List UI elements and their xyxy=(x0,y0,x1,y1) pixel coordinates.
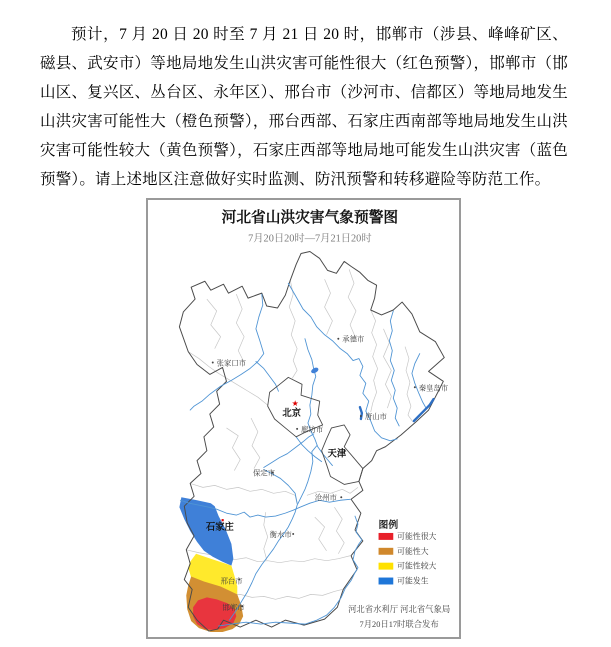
warning-paragraph: 预计，7 月 20 日 20 时至 7 月 21 日 20 时，邯郸市（涉县、峰峰矿区、磁县、武安市）等地局地发生山洪灾害可能性很大（红色预警），邯郸市（邯山区、复兴区、丛台区、永年区）、邢台市（沙河市、信都区）等地局地发生山洪灾害可能性大（橙色预警），邢台西部、石家庄西南部等地局地发生山洪灾害可能性较大（黄色预警），石家庄西部等地局地可能发生山洪灾害（蓝色预警）。请上述地区注意做好实时监测、防汛预警和转移避险等防范工作。 xyxy=(40,25,568,188)
legend-swatch-orange xyxy=(379,548,394,555)
city-label-tangshan: 唐山市 xyxy=(364,411,387,422)
beijing-star-icon: ★ xyxy=(291,399,299,409)
legend-label-possible: 可能发生 xyxy=(397,576,429,586)
map-title: 河北省山洪灾害气象预警图 xyxy=(221,209,399,226)
city-label-hengshui: 衡水市 xyxy=(269,529,292,539)
city-label-cangzhou: 沧州市 xyxy=(314,493,337,503)
city-label-langfang: 廊坊市 xyxy=(301,424,324,434)
city-dot xyxy=(340,496,342,498)
legend-label-likely: 可能性大 xyxy=(397,546,429,556)
city-label-qinhuangdao: 秦皇岛市 xyxy=(418,383,449,393)
footer-agencies: 河北省水利厅 河北省气象局 xyxy=(348,605,451,615)
legend-swatch-red xyxy=(379,533,394,540)
city-dot xyxy=(337,338,339,340)
city-dot xyxy=(212,362,214,364)
municipality-label-tianjin: 天津 xyxy=(327,448,347,459)
legend-swatch-blue xyxy=(379,578,394,585)
capital-label-beijing: 北京 xyxy=(282,407,302,419)
map-legend xyxy=(379,518,437,586)
city-label-chengde: 承德市 xyxy=(342,334,365,344)
city-label-xingtai: 邢台市 xyxy=(220,576,243,586)
shijiazhuang-dot xyxy=(222,519,224,521)
city-dot xyxy=(360,415,362,417)
legend-label-very-likely: 可能性很大 xyxy=(397,531,437,541)
map-canvas xyxy=(148,200,459,637)
legend-label-fairly-likely: 可能性较大 xyxy=(397,561,437,571)
city-label-baoding: 保定市 xyxy=(252,468,275,478)
footer-issue-time: 7月20日17时联合发布 xyxy=(359,620,439,630)
legend-swatch-yellow xyxy=(379,563,394,570)
map-footer xyxy=(348,604,450,629)
hebei-warning-map xyxy=(146,198,461,639)
city-dot xyxy=(292,533,294,535)
city-label-zhangjiakou: 张家口市 xyxy=(216,358,247,368)
city-dot xyxy=(296,428,298,430)
city-label-handan: 邯郸市 xyxy=(222,603,245,613)
municipality-label-shijiazhuang: 石家庄 xyxy=(205,521,234,532)
city-dot xyxy=(414,386,416,388)
legend-title: 图例 xyxy=(378,519,399,532)
map-subtitle: 7月20日20时—7月21日20时 xyxy=(248,233,372,245)
